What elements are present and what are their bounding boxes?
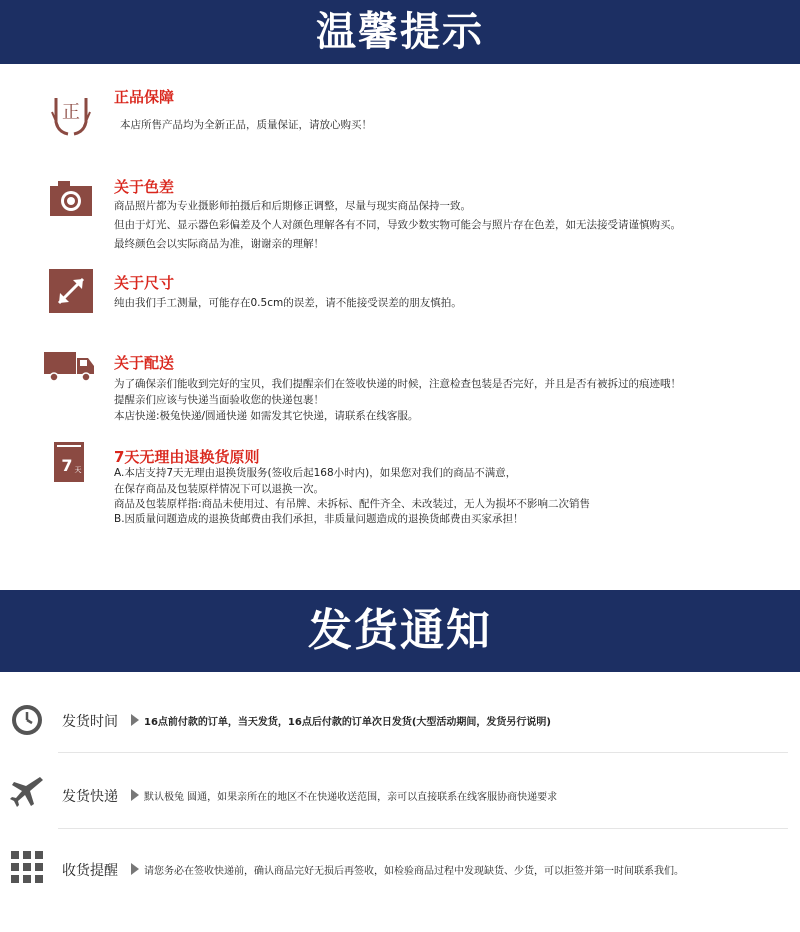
tip-color xyxy=(48,176,788,256)
tip-line: 但由于灯光、显示器色彩偏差及个人对颜色理解各有不同，导致少数实物可能会与照片存在色差，如无法接受请谨慎购买。 xyxy=(114,219,681,231)
shipping-banner-title: 发货通知 xyxy=(308,605,492,656)
tips-banner-title: 温馨提示 xyxy=(316,9,484,55)
tip-line: B.因质量问题造成的退换货邮费由我们承担，非质量问题造成的退换货邮费由买家承担！ xyxy=(114,513,524,525)
tip-line: 商品及包装原样指:商品未使用过、有吊牌、未拆标、配件齐全、未改装过，无人为损坏不影响二次销售 xyxy=(114,498,591,510)
shipping-text: 16点前付款的订单，当天发货，16点后付款的订单次日发货(大型活动期间，发货另行说明) xyxy=(144,717,551,728)
tip-line: 本店所售产品均为全新正品，质量保证，请放心购买！ xyxy=(120,119,372,131)
tip-title: 关于尺寸 xyxy=(114,274,175,292)
tip-genuine xyxy=(48,86,788,136)
delivery-truck-icon xyxy=(44,348,96,394)
tip-title: 关于色差 xyxy=(114,178,175,196)
shipping-banner xyxy=(0,590,800,672)
arrow-right-icon xyxy=(131,789,139,801)
shipping-label: 发货快递 xyxy=(62,789,118,805)
tip-line: 本店快递:极兔快递/圆通快递 如需发其它快递，请联系在线客服。 xyxy=(114,410,419,422)
shipping-label: 收货提醒 xyxy=(62,863,118,879)
airplane-icon xyxy=(10,774,44,808)
tip-line: 在保存商品及包装原样情况下可以退换一次。 xyxy=(114,483,324,495)
tip-line: A.本店支持7天无理由退换货服务(签收后起168小时内)，如果您对我们的商品不满意， xyxy=(114,467,517,479)
shipping-row-courier xyxy=(0,760,800,830)
tip-line: 商品照片都为专业摄影师拍摄后和后期修正调整，尽量与现实商品保持一致。 xyxy=(114,200,471,212)
genuine-icon-char: 正 xyxy=(62,102,80,123)
tip-title: 关于配送 xyxy=(114,354,175,372)
divider xyxy=(58,828,788,829)
divider xyxy=(58,752,788,753)
genuine-hands-icon xyxy=(48,92,94,138)
arrow-right-icon xyxy=(131,714,139,726)
shipping-row-receipt xyxy=(0,836,800,906)
arrow-right-icon xyxy=(131,863,139,875)
tip-line: 为了确保亲们能收到完好的宝贝，我们提醒亲们在签收快递的时候，注意检查包装是否完好，并且是否有被拆过的痕迹哦！ xyxy=(114,378,681,390)
shipping-label: 发货时间 xyxy=(62,714,118,730)
shipping-row-time xyxy=(0,688,800,758)
tip-delivery xyxy=(48,352,788,422)
tip-line: 纯由我们手工测量，可能存在0.5cm的误差，请不能接受误差的朋友慎拍。 xyxy=(114,297,462,309)
tip-returns xyxy=(48,446,788,526)
tip-line: 最终颜色会以实际商品为准，谢谢亲的理解！ xyxy=(114,238,324,250)
tip-line: 提醒亲们应该与快递当面验收您的快递包裹！ xyxy=(114,394,324,406)
diagonal-arrow-icon xyxy=(48,268,94,314)
grid-icon xyxy=(10,850,44,884)
tip-title: 7天无理由退换货原则 xyxy=(114,448,260,466)
clock-icon xyxy=(10,703,44,737)
shipping-text: 请您务必在签收快递前，确认商品完好无损后再签收，如检验商品过程中发现缺货、少货，可以拒签并第一时间联系我们。 xyxy=(144,866,684,877)
calendar-7-days-icon xyxy=(50,440,90,484)
tip-title: 正品保障 xyxy=(114,88,175,106)
tip-size xyxy=(48,272,788,322)
tips-banner xyxy=(0,0,800,64)
calendar-unit: 天 xyxy=(74,466,82,474)
camera-icon xyxy=(48,176,94,222)
calendar-number: 7 xyxy=(61,456,73,475)
shipping-text: 默认极兔 圆通，如果亲所在的地区不在快递收送范围，亲可以直接联系在线客服协商快递要求 xyxy=(144,792,558,803)
